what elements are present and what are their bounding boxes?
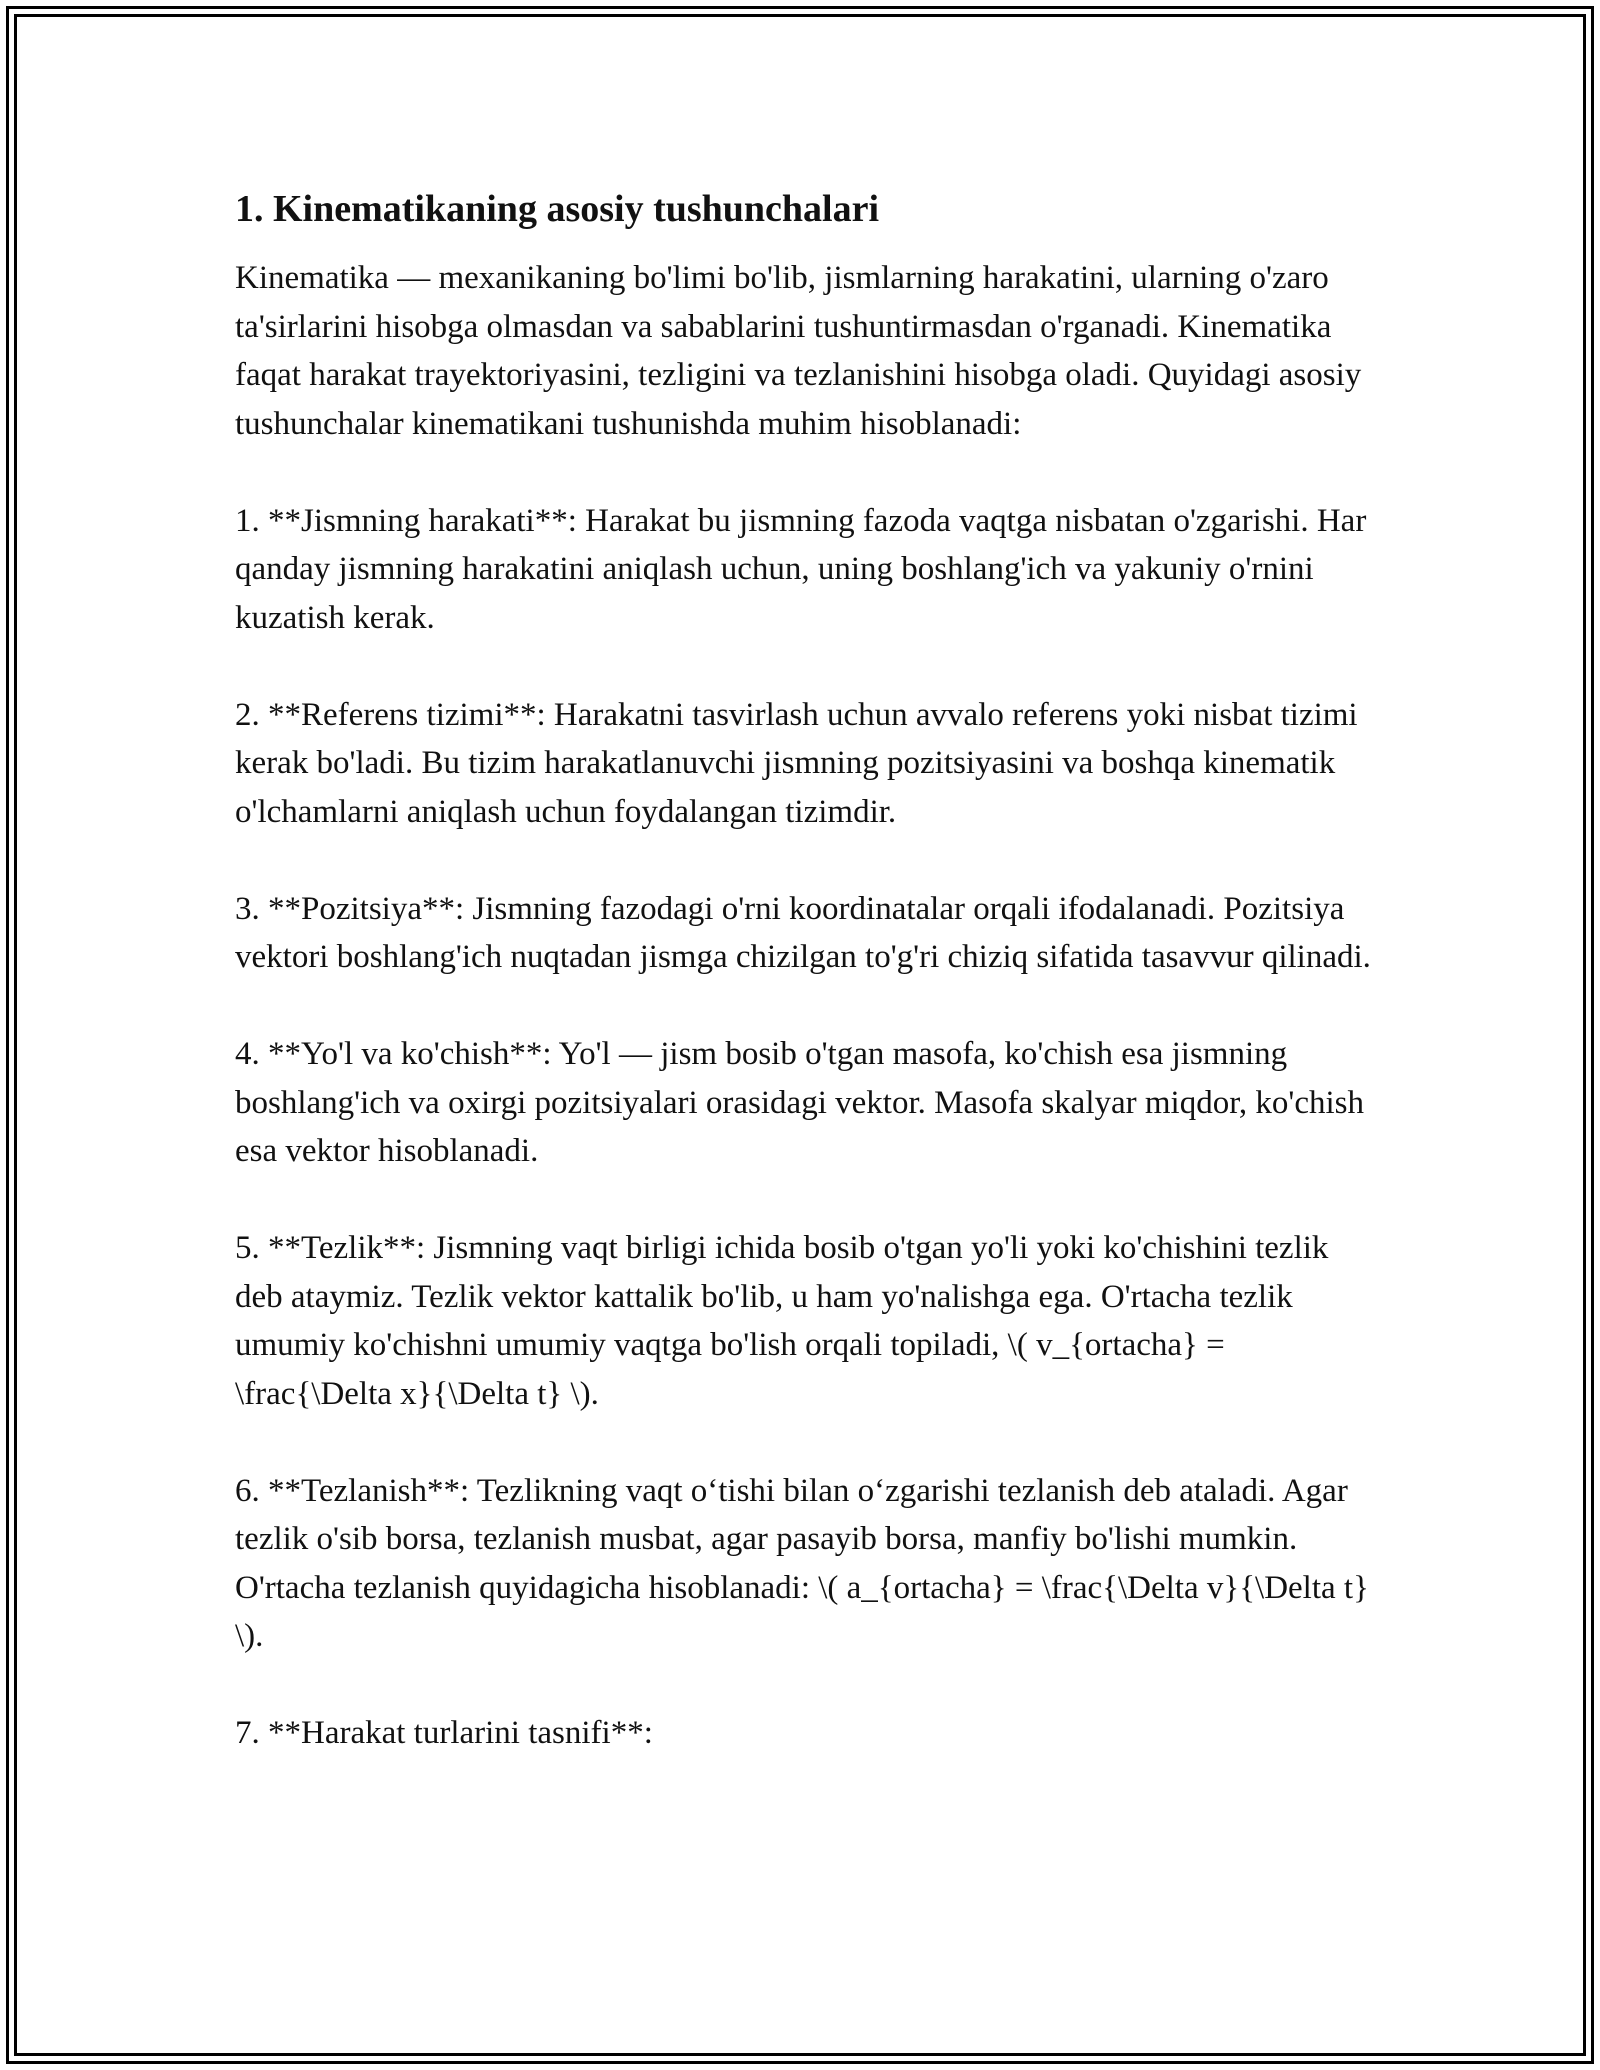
list-item-harakat-turlari: 7. **Harakat turlarini tasnifi**: bbox=[235, 1715, 653, 1752]
document-body bbox=[235, 185, 1375, 1806]
list-item-jismning-harakati: 1. **Jismning harakati**: Harakat bu jismning fazoda vaqtga nisbatan o'zgarishi. Har qanday jismning harakatini aniqlash uchun, uning boshlang'ich va yakuniy o'rnini kuzatish kerak. bbox=[235, 502, 1367, 636]
list-item-pozitsiya: 3. **Pozitsiya**: Jismning fazodagi o'rni koordinatalar orqali ifodalanadi. Pozitsiya vektori boshlang'ich nuqtadan jismga chizilgan to'g'ri chiziq sifatida tasavvur qilinadi. bbox=[235, 890, 1371, 976]
intro-paragraph: Kinematika — mexanikaning bo'limi bo'lib, jismlarning harakatini, ularning o'zaro ta'sirlarini hisobga olmasdan va sabablarini tushuntirmasdan o'rganadi. Kinematika faqat harakat trayektoriyasini, tezligini va tezlanishini hisobga oladi. Quyidagi asosiy tushunchalar kinematikani tushunishda muhim hisoblanadi: bbox=[235, 260, 1362, 442]
list-item-tezlanish: 6. **Tezlanish**: Tezlikning vaqt o‘tishi bilan o‘zgarishi tezlanish deb ataladi. Agar tezlik o'sib borsa, tezlanish musbat, agar pasayib borsa, manfiy bo'lishi mumkin. O'rtacha tezlanish quyidagicha hisoblanadi: \( a_{ortacha} = \frac{\Delta v}{\Delta t} \). bbox=[235, 1472, 1369, 1655]
list-item-referens-tizimi: 2. **Referens tizimi**: Harakatni tasvirlash uchun avvalo referens yoki nisbat tizimi kerak bo'ladi. Bu tizim harakatlanuvchi jismning pozitsiyasini va boshqa kinematik o'lchamlarni aniqlash uchun foydalangan tizimdir. bbox=[235, 696, 1358, 830]
list-item-yol-va-kochish: 4. **Yo'l va ko'chish**: Yo'l — jism bosib o'tgan masofa, ko'chish esa jismning boshlang'ich va oxirgi pozitsiyalari orasidagi vektor. Masofa skalyar miqdor, ko'chish esa vektor hisoblanadi. bbox=[235, 1036, 1364, 1170]
section-heading: 1. Kinematikaning asosiy tushunchalari bbox=[235, 188, 880, 230]
list-item-tezlik: 5. **Tezlik**: Jismning vaqt birligi ichida bosib o'tgan yo'li yoki ko'chishini tezlik deb ataymiz. Tezlik vektor kattalik bo'lib, u ham yo'nalishga ega. O'rtacha tezlik umumiy ko'chishni umumiy vaqtga bo'lish orqali topiladi, \( v_{ortacha} = \frac{\Delta x}{\Delta t} \). bbox=[235, 1230, 1329, 1412]
